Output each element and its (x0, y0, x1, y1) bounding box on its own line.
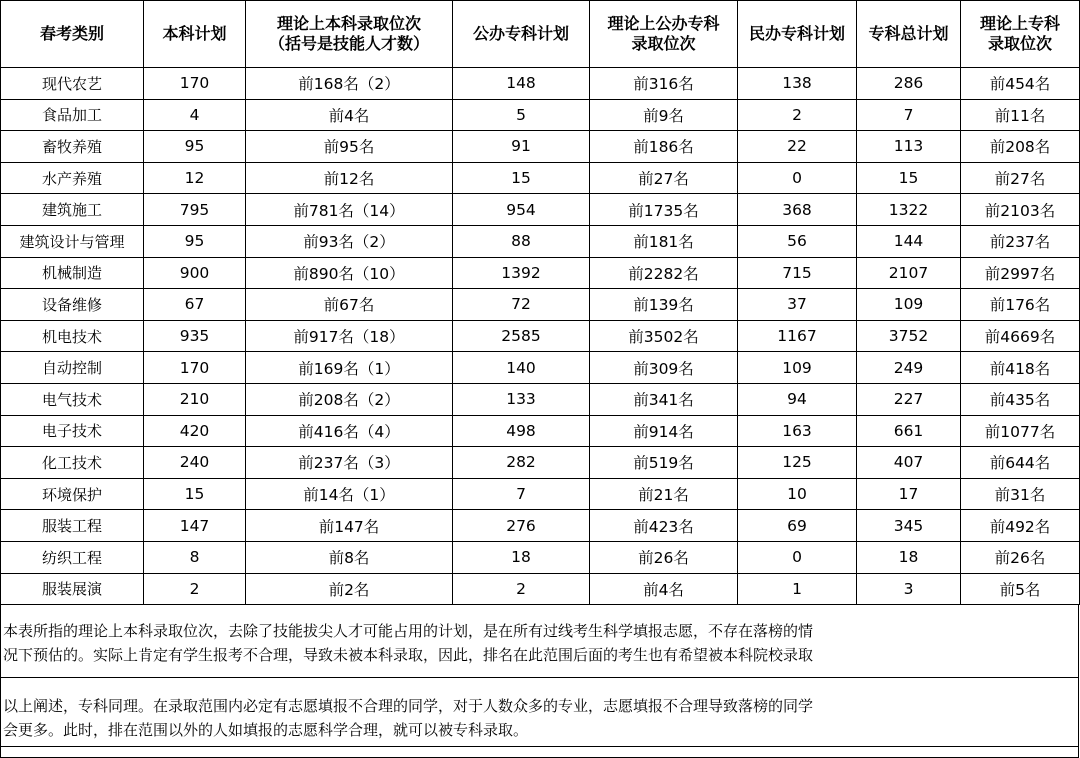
table-cell: 1322 (857, 194, 961, 226)
table-cell: 前435名 (961, 383, 1080, 415)
table-cell: 前4名 (590, 573, 738, 605)
table-row (1, 131, 1080, 163)
category-cell: 电气技术 (1, 383, 144, 415)
table-cell: 147 (144, 510, 246, 542)
note-line: 本表所指的理论上本科录取位次，去除了技能拔尖人才可能占用的计划，是在所有过线考生科学填报志愿，不存在落榜的情 (3, 622, 814, 641)
table-cell: 148 (453, 68, 590, 100)
note-line: 会更多。此时，排在范围以外的人如填报的志愿科学合理，就可以被专科录取。 (3, 721, 529, 740)
table-cell: 前169名（1） (246, 352, 453, 384)
table-cell: 282 (453, 447, 590, 479)
table-cell: 前176名 (961, 289, 1080, 321)
table-cell: 前31名 (961, 478, 1080, 510)
column-header-line: 专科总计划 (868, 24, 949, 43)
table-row (1, 289, 1080, 321)
table-cell: 935 (144, 320, 246, 352)
column-header-line: （括号是技能人才数） (268, 34, 429, 53)
table-cell: 15 (144, 478, 246, 510)
table-cell: 12 (144, 162, 246, 194)
table-cell: 133 (453, 383, 590, 415)
table-cell: 前139名 (590, 289, 738, 321)
table-cell: 前147名 (246, 510, 453, 542)
column-header-line: 理论上公办专科 (607, 14, 720, 33)
table-cell: 前26名 (961, 541, 1080, 573)
table-cell: 88 (453, 225, 590, 257)
table-cell: 10 (738, 478, 857, 510)
table-row (1, 383, 1080, 415)
category-cell: 建筑设计与管理 (1, 225, 144, 257)
table-cell: 795 (144, 194, 246, 226)
table-cell: 前27名 (961, 162, 1080, 194)
table-cell: 前890名（10） (246, 257, 453, 289)
table-cell: 前95名 (246, 131, 453, 163)
bottom-border (0, 746, 1079, 747)
table-cell: 前208名 (961, 131, 1080, 163)
column-header (961, 1, 1080, 68)
category-cell: 现代农艺 (1, 68, 144, 100)
table-cell: 前67名 (246, 289, 453, 321)
table-cell: 前341名 (590, 383, 738, 415)
column-header-line: 民办专科计划 (748, 24, 845, 43)
table-row (1, 415, 1080, 447)
category-cell: 服装展演 (1, 573, 144, 605)
table-row (1, 225, 1080, 257)
table-cell: 前208名（2） (246, 383, 453, 415)
category-cell: 环境保护 (1, 478, 144, 510)
table-cell: 163 (738, 415, 857, 447)
category-cell: 食品加工 (1, 99, 144, 131)
table-row (1, 162, 1080, 194)
column-header (1, 1, 144, 68)
table-cell: 0 (738, 541, 857, 573)
table-cell: 前12名 (246, 162, 453, 194)
table-cell: 前27名 (590, 162, 738, 194)
table-cell: 前181名 (590, 225, 738, 257)
table-cell: 210 (144, 383, 246, 415)
table-cell: 170 (144, 68, 246, 100)
table-row (1, 257, 1080, 289)
table-row (1, 320, 1080, 352)
category-cell: 设备维修 (1, 289, 144, 321)
column-header (453, 1, 590, 68)
table-cell: 3 (857, 573, 961, 605)
table-cell: 140 (453, 352, 590, 384)
table-cell: 前416名（4） (246, 415, 453, 447)
column-header (246, 1, 453, 68)
table-cell: 2 (453, 573, 590, 605)
category-cell: 机械制造 (1, 257, 144, 289)
column-header-line: 春考类别 (39, 24, 104, 43)
table-cell: 前454名 (961, 68, 1080, 100)
column-header-line: 录取位次 (987, 34, 1052, 53)
category-cell: 服装工程 (1, 510, 144, 542)
table-cell: 286 (857, 68, 961, 100)
column-header-line: 理论上专科 (979, 14, 1060, 33)
column-header-line: 录取位次 (631, 34, 696, 53)
table-cell: 900 (144, 257, 246, 289)
table-row (1, 68, 1080, 100)
table-cell: 72 (453, 289, 590, 321)
table-cell: 420 (144, 415, 246, 447)
table-cell: 91 (453, 131, 590, 163)
table-cell: 69 (738, 510, 857, 542)
table-cell: 前168名（2） (246, 68, 453, 100)
column-header (590, 1, 738, 68)
table-cell: 715 (738, 257, 857, 289)
category-cell: 机电技术 (1, 320, 144, 352)
table-cell: 前11名 (961, 99, 1080, 131)
table-cell: 67 (144, 289, 246, 321)
table-cell: 15 (453, 162, 590, 194)
table-row (1, 573, 1080, 605)
category-cell: 水产养殖 (1, 162, 144, 194)
table-cell: 18 (453, 541, 590, 573)
table-cell: 1 (738, 573, 857, 605)
table-cell: 2 (144, 573, 246, 605)
table-cell: 前21名 (590, 478, 738, 510)
table-row (1, 541, 1080, 573)
table-body (1, 68, 1080, 605)
table-cell: 前519名 (590, 447, 738, 479)
table-cell: 前4名 (246, 99, 453, 131)
column-header-line: 理论上本科录取位次 (276, 14, 421, 33)
column-header (144, 1, 246, 68)
table-cell: 前309名 (590, 352, 738, 384)
table-row (1, 99, 1080, 131)
category-cell: 自动控制 (1, 352, 144, 384)
table-cell: 前3502名 (590, 320, 738, 352)
table-cell: 前418名 (961, 352, 1080, 384)
table-cell: 170 (144, 352, 246, 384)
category-cell: 电子技术 (1, 415, 144, 447)
column-header-line: 公办专科计划 (472, 24, 569, 43)
table-cell: 4 (144, 99, 246, 131)
table-header-row (1, 1, 1080, 68)
column-header (738, 1, 857, 68)
table-cell: 109 (738, 352, 857, 384)
category-cell: 化工技术 (1, 447, 144, 479)
table-cell: 前2997名 (961, 257, 1080, 289)
table-cell: 498 (453, 415, 590, 447)
table-cell: 3752 (857, 320, 961, 352)
table-row (1, 447, 1080, 479)
table-cell: 前644名 (961, 447, 1080, 479)
table-cell: 前2103名 (961, 194, 1080, 226)
table-cell: 22 (738, 131, 857, 163)
table-cell: 7 (857, 99, 961, 131)
table-cell: 113 (857, 131, 961, 163)
column-header (857, 1, 961, 68)
table-cell: 2 (738, 99, 857, 131)
table-cell: 前8名 (246, 541, 453, 573)
table-cell: 345 (857, 510, 961, 542)
table-cell: 前237名（3） (246, 447, 453, 479)
table-cell: 前9名 (590, 99, 738, 131)
table-cell: 前237名 (961, 225, 1080, 257)
table-cell: 95 (144, 225, 246, 257)
table-cell: 前1735名 (590, 194, 738, 226)
table-cell: 前93名（2） (246, 225, 453, 257)
table-cell: 240 (144, 447, 246, 479)
table-cell: 前914名 (590, 415, 738, 447)
table-cell: 前2282名 (590, 257, 738, 289)
table-cell: 前423名 (590, 510, 738, 542)
table-cell: 0 (738, 162, 857, 194)
table-cell: 前2名 (246, 573, 453, 605)
table-cell: 前917名（18） (246, 320, 453, 352)
table-cell: 37 (738, 289, 857, 321)
table-cell: 2585 (453, 320, 590, 352)
table-cell: 前14名（1） (246, 478, 453, 510)
table-cell: 661 (857, 415, 961, 447)
table-cell: 109 (857, 289, 961, 321)
table-cell: 7 (453, 478, 590, 510)
table-cell: 276 (453, 510, 590, 542)
table-cell: 前5名 (961, 573, 1080, 605)
column-header-line: 本科计划 (162, 24, 227, 43)
table-cell: 125 (738, 447, 857, 479)
table-cell: 前186名 (590, 131, 738, 163)
table-cell: 1167 (738, 320, 857, 352)
category-cell: 纺织工程 (1, 541, 144, 573)
table-row (1, 194, 1080, 226)
table-cell: 前492名 (961, 510, 1080, 542)
table-cell: 8 (144, 541, 246, 573)
table-cell: 前26名 (590, 541, 738, 573)
table-cell: 5 (453, 99, 590, 131)
table-cell: 18 (857, 541, 961, 573)
note-line: 以上阐述，专科同理。在录取范围内必定有志愿填报不合理的同学，对于人数众多的专业，志愿填报不合理导致落榜的同学 (3, 697, 814, 716)
table-cell: 前4669名 (961, 320, 1080, 352)
note-line: 况下预估的。实际上肯定有学生报考不合理，导致未被本科录取，因此，排名在此范围后面的考生也有希望被本科院校录取 (3, 646, 814, 665)
table-cell: 前316名 (590, 68, 738, 100)
table-cell: 249 (857, 352, 961, 384)
table-cell: 138 (738, 68, 857, 100)
table-cell: 144 (857, 225, 961, 257)
table-cell: 95 (144, 131, 246, 163)
table-cell: 94 (738, 383, 857, 415)
table-cell: 407 (857, 447, 961, 479)
table-cell: 56 (738, 225, 857, 257)
table-cell: 227 (857, 383, 961, 415)
category-cell: 建筑施工 (1, 194, 144, 226)
table-cell: 15 (857, 162, 961, 194)
table-cell: 前1077名 (961, 415, 1080, 447)
table-cell: 2107 (857, 257, 961, 289)
table-cell: 前781名（14） (246, 194, 453, 226)
table-cell: 368 (738, 194, 857, 226)
table-row (1, 510, 1080, 542)
note-undergraduate-explanation (0, 605, 1079, 678)
table-cell: 17 (857, 478, 961, 510)
table-cell: 954 (453, 194, 590, 226)
table-row (1, 352, 1080, 384)
table-row (1, 478, 1080, 510)
category-cell: 畜牧养殖 (1, 131, 144, 163)
table-cell: 1392 (453, 257, 590, 289)
